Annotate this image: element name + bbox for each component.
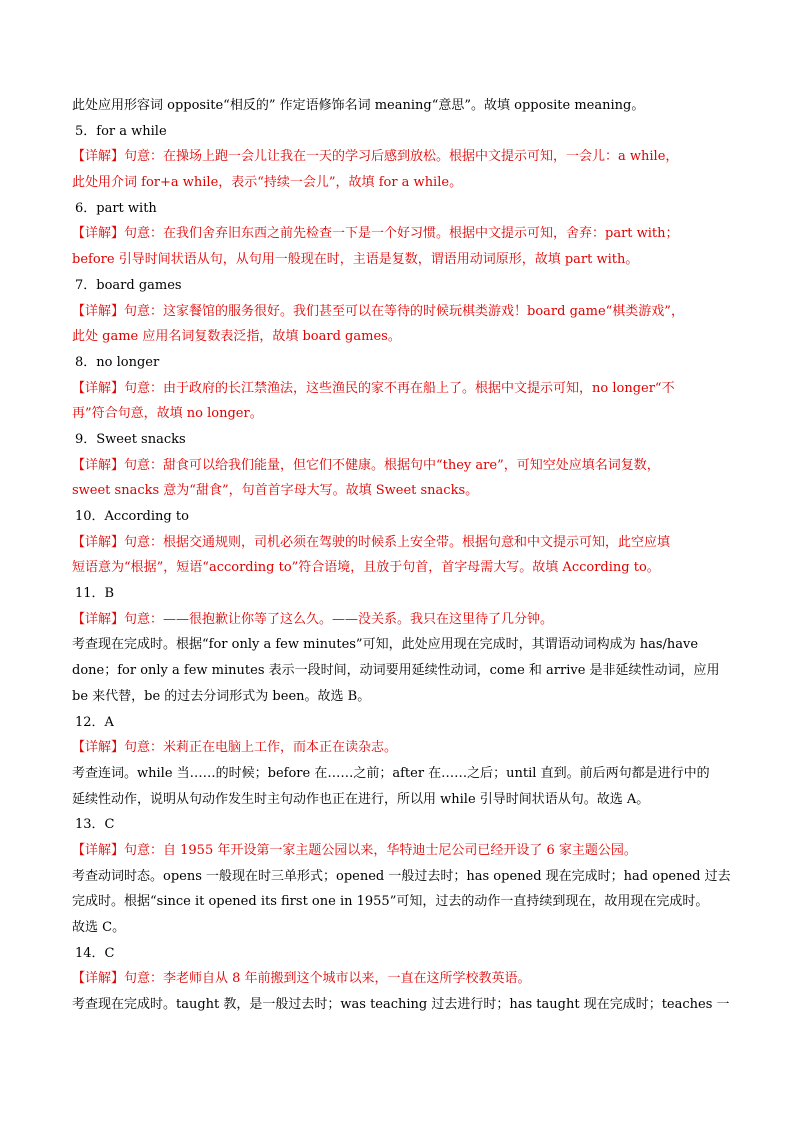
answer-heading: 7．board games (75, 277, 182, 293)
explanation-line: 再”符合句意，故填 no longer。 (72, 406, 263, 422)
answer-heading: 14．C (75, 945, 115, 961)
answer-heading: 9．Sweet snacks (75, 431, 186, 447)
answer-explanation-page (72, 93, 732, 1018)
explanation-line: 【详解】句意：这家餐馆的服务很好。我们甚至可以在等待的时候玩棋类游戏！board game“棋类游戏”， (72, 303, 684, 319)
answer-heading: 12．A (75, 714, 114, 730)
analysis-line: be 来代替，be 的过去分词形式为 been。故选 B。 (72, 688, 371, 704)
analysis-line: 故选 C。 (72, 920, 126, 935)
answer-heading: 6．part with (75, 200, 157, 216)
explanation-line: 【详解】句意：米莉正在电脑上工作，而本正在读杂志。 (72, 740, 398, 756)
answer-explanation-lines (72, 93, 732, 1018)
explanation-line: sweet snacks 意为“甜食”，句首首字母大写。故填 Sweet snacks。 (72, 483, 479, 499)
analysis-line: 完成时。根据“since it opened its first one in 1955”可知，过去的动作一直持续到现在，故用现在完成时。 (72, 894, 709, 910)
analysis-line: done；for only a few minutes 表示一段时间，动词要用延续性动词，come 和 arrive 是非延续性动词，应用 (72, 663, 720, 679)
explanation-line: 【详解】句意：由于政府的长江禁渔法，这些渔民的家不再在船上了。根据中文提示可知，no longer“不 (72, 380, 675, 396)
analysis-line: 考查动词时态。opens 一般现在时三单形式；opened 一般过去时；has opened 现在完成时；had opened 过去 (72, 868, 731, 884)
answer-heading: 5．for a while (75, 123, 167, 139)
explanation-line: 【详解】句意：李老师自从 8 年前搬到这个城市以来，一直在这所学校教英语。 (72, 971, 531, 987)
explanation-line: 此处用介词 for+a while，表示“持续一会儿”，故填 for a while。 (72, 175, 463, 191)
explanation-line: 【详解】句意：自 1955 年开设第一家主题公园以来，华特迪士尼公司已经开设了 6 家主题公园。 (72, 842, 637, 858)
analysis-line: 此处应用形容词 opposite“相反的” 作定语修饰名词 meaning“意思”。故填 opposite meaning。 (72, 98, 645, 113)
explanation-line: 【详解】句意：——很抱歉让你等了这么久。——没关系。我只在这里待了几分钟。 (72, 611, 554, 627)
answer-heading: 8．no longer (75, 354, 160, 370)
analysis-line: 考查现在完成时。根据“for only a few minutes”可知，此处应用现在完成时，其谓语动词构成为 has/have (72, 637, 699, 653)
analysis-line: 延续性动作，说明从句动作发生时主句动作也正在进行，所以用 while 引导时间状语从句。故选 A。 (72, 791, 650, 807)
explanation-line: 【详解】句意：在我们舍弃旧东西之前先检查一下是一个好习惯。根据中文提示可知，舍弃：part with； (72, 226, 679, 242)
explanation-line: 此处 game 应用名词复数表泛指，故填 board games。 (72, 329, 401, 345)
explanation-line: 【详解】句意：根据交通规则，司机必须在驾驶的时候系上安全带。根据句意和中文提示可知，此空应填 (72, 534, 671, 550)
answer-heading: 11．B (75, 586, 115, 602)
explanation-line: before 引导时间状语从句，从句用一般现在时，主语是复数，谓语用动词原形，故填 part with。 (72, 252, 639, 268)
answer-heading: 13．C (75, 817, 115, 833)
explanation-line: 【详解】句意：甜食可以给我们能量，但它们不健康。根据句中“they are”，可知空处应填名词复数， (72, 457, 660, 473)
explanation-line: 短语意为“根据”，短语“according to”符合语境，且放于句首，首字母需大写。故填 According to。 (72, 560, 660, 576)
analysis-line: 考查现在完成时。taught 教，是一般过去时；was teaching 过去进行时；has taught 现在完成时；teaches 一 (72, 997, 730, 1013)
analysis-line: 考查连词。while 当……的时候；before 在……之前；after 在……之后；until 直到。前后两句都是进行中的 (72, 765, 710, 781)
explanation-line: 【详解】句意：在操场上跑一会儿让我在一天的学习后感到放松。根据中文提示可知，一会儿：a while， (72, 149, 679, 165)
answer-heading: 10．According to (75, 509, 189, 524)
